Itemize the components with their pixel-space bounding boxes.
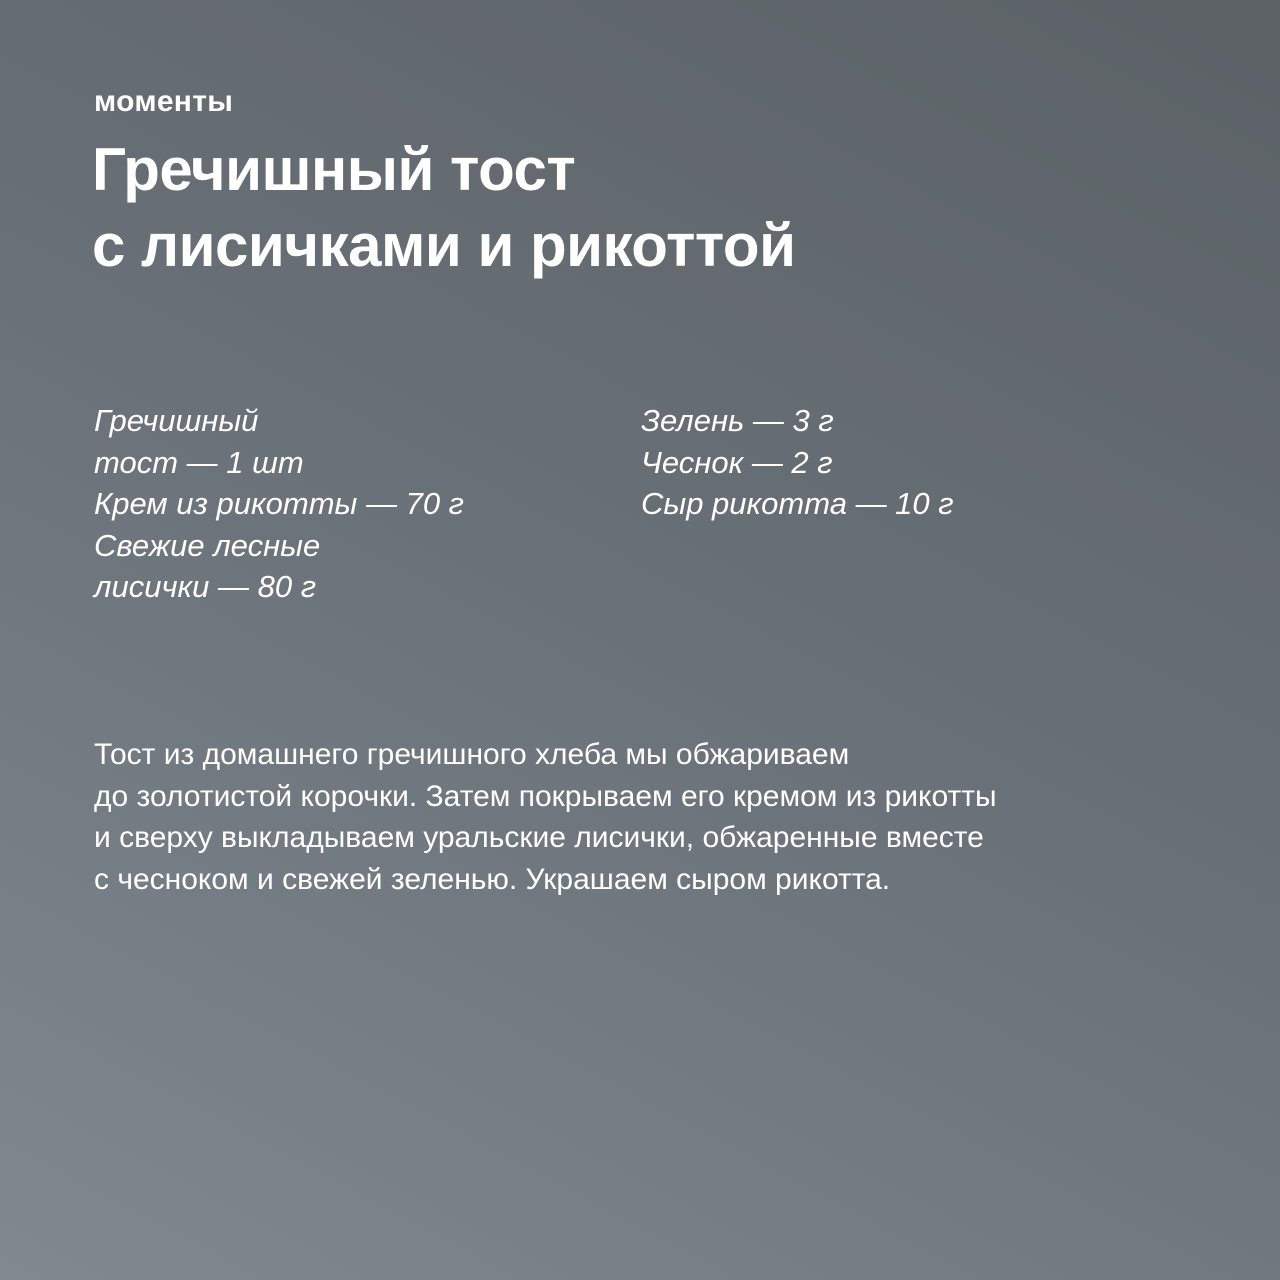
description-line: и сверху выкладываем уральские лисички, обжаренные вместе <box>94 821 984 854</box>
ingredients-list-right <box>641 400 954 525</box>
recipe-description <box>94 734 1214 900</box>
ingredients-list-left <box>94 400 464 608</box>
ingredient-line: Зелень — 3 г <box>641 403 834 438</box>
recipe-title-line: с лисичками и рикоттой <box>92 212 796 279</box>
brand-name: моменты <box>94 85 234 118</box>
ingredient-line: тост — 1 шт <box>94 444 304 480</box>
ingredient-line: лисички — 80 г <box>94 569 316 604</box>
description-line: до золотистой корочки. Затем покрываем его кремом из рикотты <box>94 779 997 813</box>
ingredient-line: Чеснок — 2 г <box>641 444 833 480</box>
ingredient-line: Гречишный <box>94 403 259 438</box>
recipe-title-line: Гречишный тост <box>92 136 576 203</box>
description-line: с чесноком и свежей зеленью. Украшаем сыром рикотта. <box>94 862 891 896</box>
ingredient-line: Сыр рикотта — 10 г <box>641 486 954 521</box>
description-line: Тост из домашнего гречишного хлеба мы обжариваем <box>94 738 850 771</box>
ingredient-line: Крем из рикотты — 70 г <box>94 486 464 521</box>
ingredient-line: Свежие лесные <box>94 527 321 563</box>
recipe-title <box>92 132 795 284</box>
